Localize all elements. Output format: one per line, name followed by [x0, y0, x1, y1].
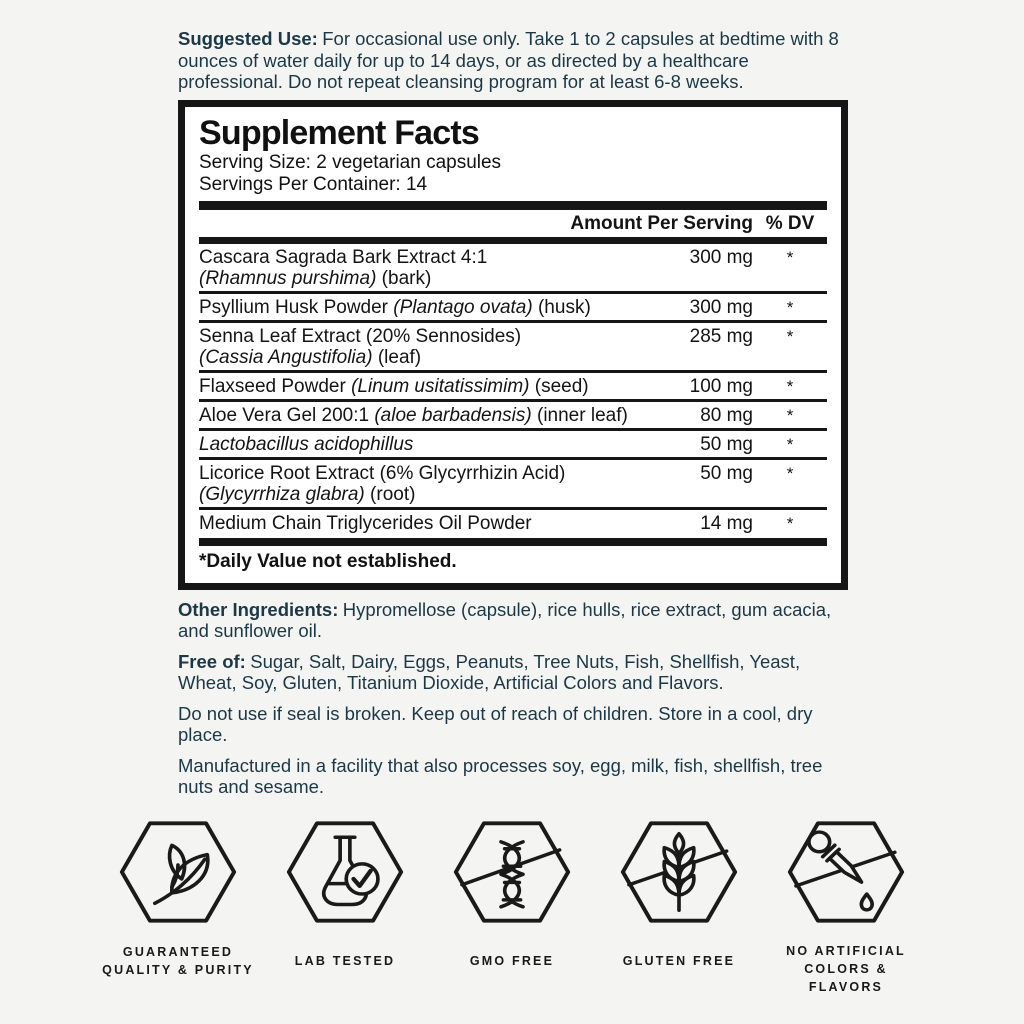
ingredient-dv: *	[786, 463, 794, 483]
ingredient-name: Cascara Sagrada Bark Extract 4:1 (Rhamnus purshima) (bark)	[199, 247, 648, 289]
ingredient-amount: 300 mg	[689, 296, 753, 318]
badge-gluten-free	[601, 814, 757, 996]
badge-label: NO ARTIFICIAL COLORS & FLAVORS	[786, 943, 906, 994]
ingredient-name: Psyllium Husk Powder (Plantago ovata) (husk)	[199, 296, 591, 318]
table-row	[199, 431, 827, 457]
daily-value-footnote: *Daily Value not established.	[199, 550, 457, 572]
ingredient-dv: *	[786, 434, 794, 454]
ingredient-amount: 300 mg	[689, 246, 753, 268]
ingredient-name: Medium Chain Triglycerides Oil Powder	[199, 512, 532, 534]
divider-bottom	[199, 538, 827, 546]
badge-lab-tested	[267, 814, 423, 996]
warning-facility-paragraph: Manufactured in a facility that also processes soy, egg, milk, fish, shellfish, tree nuts and sesame.	[178, 754, 823, 797]
divider-thick	[199, 201, 827, 210]
table-header	[199, 210, 827, 237]
ingredient-name: Aloe Vera Gel 200:1 (aloe barbadensis) (inner leaf)	[199, 404, 628, 426]
ingredient-dv: *	[786, 247, 794, 267]
dna-icon	[451, 814, 573, 930]
ingredient-dv: *	[786, 405, 794, 425]
ingredient-dv: *	[786, 297, 794, 317]
ingredient-name-line2: (Glycyrrhiza glabra) (root)	[199, 483, 416, 505]
label-content-column	[178, 0, 848, 798]
ingredient-amount: 50 mg	[700, 433, 753, 455]
leaf-icon	[117, 814, 239, 930]
ingredient-name-line2: (Rhamnus purshima) (bark)	[199, 267, 432, 289]
ingredient-name: Licorice Root Extract (6% Glycyrrhizin Acid) (Glycyrrhiza glabra) (root)	[199, 463, 648, 505]
other-ingredients-label: Other Ingredients:	[178, 598, 339, 620]
badge-label: GUARANTEED QUALITY & PURITY	[102, 944, 254, 977]
badge-label: GMO FREE	[469, 953, 555, 968]
ingredient-amount: 14 mg	[700, 512, 753, 534]
lab-flask-icon	[284, 814, 406, 930]
free-of-label: Free of:	[178, 650, 246, 672]
table-row	[199, 510, 827, 536]
certification-badges-row	[100, 814, 924, 996]
ingredient-dv: *	[786, 513, 794, 533]
table-row	[199, 244, 827, 291]
ingredient-amount: 50 mg	[700, 462, 753, 484]
table-row	[199, 294, 827, 320]
badge-no-artificial	[768, 814, 924, 996]
table-row	[199, 373, 827, 399]
badge-label: GLUTEN FREE	[622, 953, 736, 968]
other-ingredients-text: Hypromellose (capsule), rice hulls, rice extract, gum acacia, and sunflower oil.	[178, 598, 832, 641]
dropper-icon	[785, 814, 907, 930]
supplement-facts-title: Supplement Facts	[199, 113, 480, 152]
badge-label: LAB TESTED	[294, 953, 396, 968]
ingredient-name-line2: (Cassia Angustifolia) (leaf)	[199, 346, 422, 368]
table-row	[199, 323, 827, 370]
free-of-paragraph	[178, 651, 848, 694]
suggested-use-label: Suggested Use:	[178, 28, 318, 49]
warning-seal-paragraph: Do not use if seal is broken. Keep out of reach of children. Store in a cool, dry place.	[178, 702, 813, 745]
table-row	[199, 460, 827, 507]
ingredient-amount: 80 mg	[700, 404, 753, 426]
ingredient-dv: *	[786, 376, 794, 396]
servings-per-container: Servings Per Container: 14	[199, 173, 428, 195]
supplement-facts-panel	[178, 100, 848, 590]
ingredient-name: Lactobacillus acidophillus	[199, 433, 414, 455]
wheat-icon	[618, 814, 740, 930]
other-ingredients-paragraph	[178, 599, 848, 642]
ingredient-amount: 100 mg	[689, 375, 753, 397]
amount-per-serving-header: Amount Per Serving	[570, 212, 753, 234]
table-row	[199, 402, 827, 428]
ingredient-amount: 285 mg	[689, 325, 753, 347]
badge-quality-purity	[100, 814, 256, 996]
free-of-text: Sugar, Salt, Dairy, Eggs, Peanuts, Tree Nuts, Fish, Shellfish, Yeast, Wheat, Soy, Gluten, Titanium Dioxide, Artificial Colors and Flavors.	[178, 650, 801, 693]
ingredient-dv: *	[786, 326, 794, 346]
serving-size: Serving Size: 2 vegetarian capsules	[199, 151, 502, 173]
suggested-use-paragraph	[178, 28, 848, 93]
suggested-use-text: For occasional use only. Take 1 to 2 capsules at bedtime with 8 ounces of water daily for up to 14 days, or as directed by a healthcare professional. Do not repeat cleansing program for at least 6-8 weeks.	[178, 28, 839, 92]
ingredient-name: Senna Leaf Extract (20% Sennosides) (Cassia Angustifolia) (leaf)	[199, 326, 648, 368]
ingredient-name: Flaxseed Powder (Linum usitatissimim) (seed)	[199, 375, 589, 397]
badge-gmo-free	[434, 814, 590, 996]
percent-dv-header: % DV	[765, 212, 815, 234]
divider-medium	[199, 237, 827, 244]
